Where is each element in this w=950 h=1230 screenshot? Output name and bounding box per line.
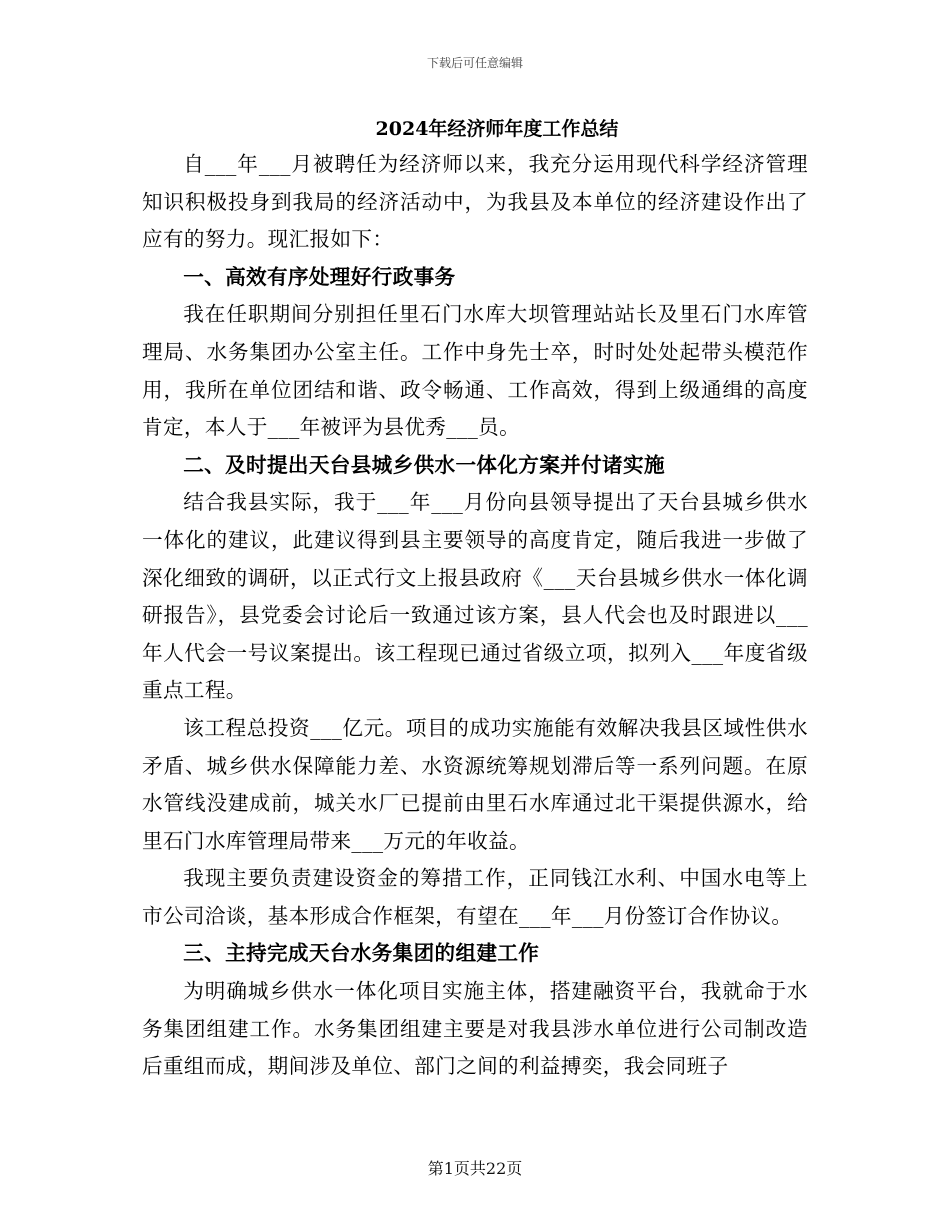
- paragraph-funding: 我现主要负责建设资金的筹措工作，正同钱江水利、中国水电等上市公司洽谈，基本形成合作框架，有望在___年___月份签订合作协议。: [142, 866, 808, 928]
- paragraph-investment: 该工程总投资___亿元。项目的成功实施能有效解决我县区域性供水矛盾、城乡供水保障能力差、水资源统筹规划滞后等一系列问题。在原水管线没建成前，城关水厂已提前由里石水库通过北干渠提供源水，给里石门水库管理局带来___万元的年收益。: [142, 715, 808, 853]
- section-heading-1: 一、高效有序处理好行政事务: [183, 264, 456, 289]
- paragraph-admin-duties: 我在任职期间分别担任里石门水库大坝管理站站长及里石门水库管理局、水务集团办公室主任。工作中身先士卒，时时处处起带头模范作用，我所在单位团结和谐、政令畅通、工作高效，得到上级通缉的高度肯定，本人于___年被评为县优秀___员。: [142, 302, 808, 440]
- paragraph-intro: 自___年___月被聘任为经济师以来，我充分运用现代科学经济管理知识积极投身到我局的经济活动中，为我县及本单位的经济建设作出了应有的努力。现汇报如下：: [142, 152, 808, 252]
- document-title: 2024年经济师年度工作总结: [375, 118, 619, 140]
- section-heading-3: 三、主持完成天台水务集团的组建工作: [183, 941, 540, 966]
- page-footer: 第1页共22页: [427, 1159, 523, 1178]
- paragraph-group-formation: 为明确城乡供水一体化项目实施主体，搭建融资平台，我就命于水务集团组建工作。水务集团组建主要是对我县涉水单位进行公司制改造后重组而成，期间涉及单位、部门之间的利益搏奕，我会同班子: [142, 979, 808, 1079]
- section-heading-2: 二、及时提出天台县城乡供水一体化方案并付诸实施: [183, 452, 665, 477]
- document-body: [142, 112, 808, 1086]
- paragraph-water-proposal: 结合我县实际，我于___年___月份向县领导提出了天台县城乡供水一体化的建议，此建议得到县主要领导的高度肯定，随后我进一步做了深化细致的调研，以正式行文上报县政府《___天台县城乡供水一体化调研报告》，县党委会讨论后一致通过该方案，县人代会也及时跟进以___年人代会一号议案提出。该工程现已通过省级立项，拟列入___年度省级重点工程。: [142, 490, 808, 703]
- header-note: 下载后可任意编辑: [426, 56, 523, 70]
